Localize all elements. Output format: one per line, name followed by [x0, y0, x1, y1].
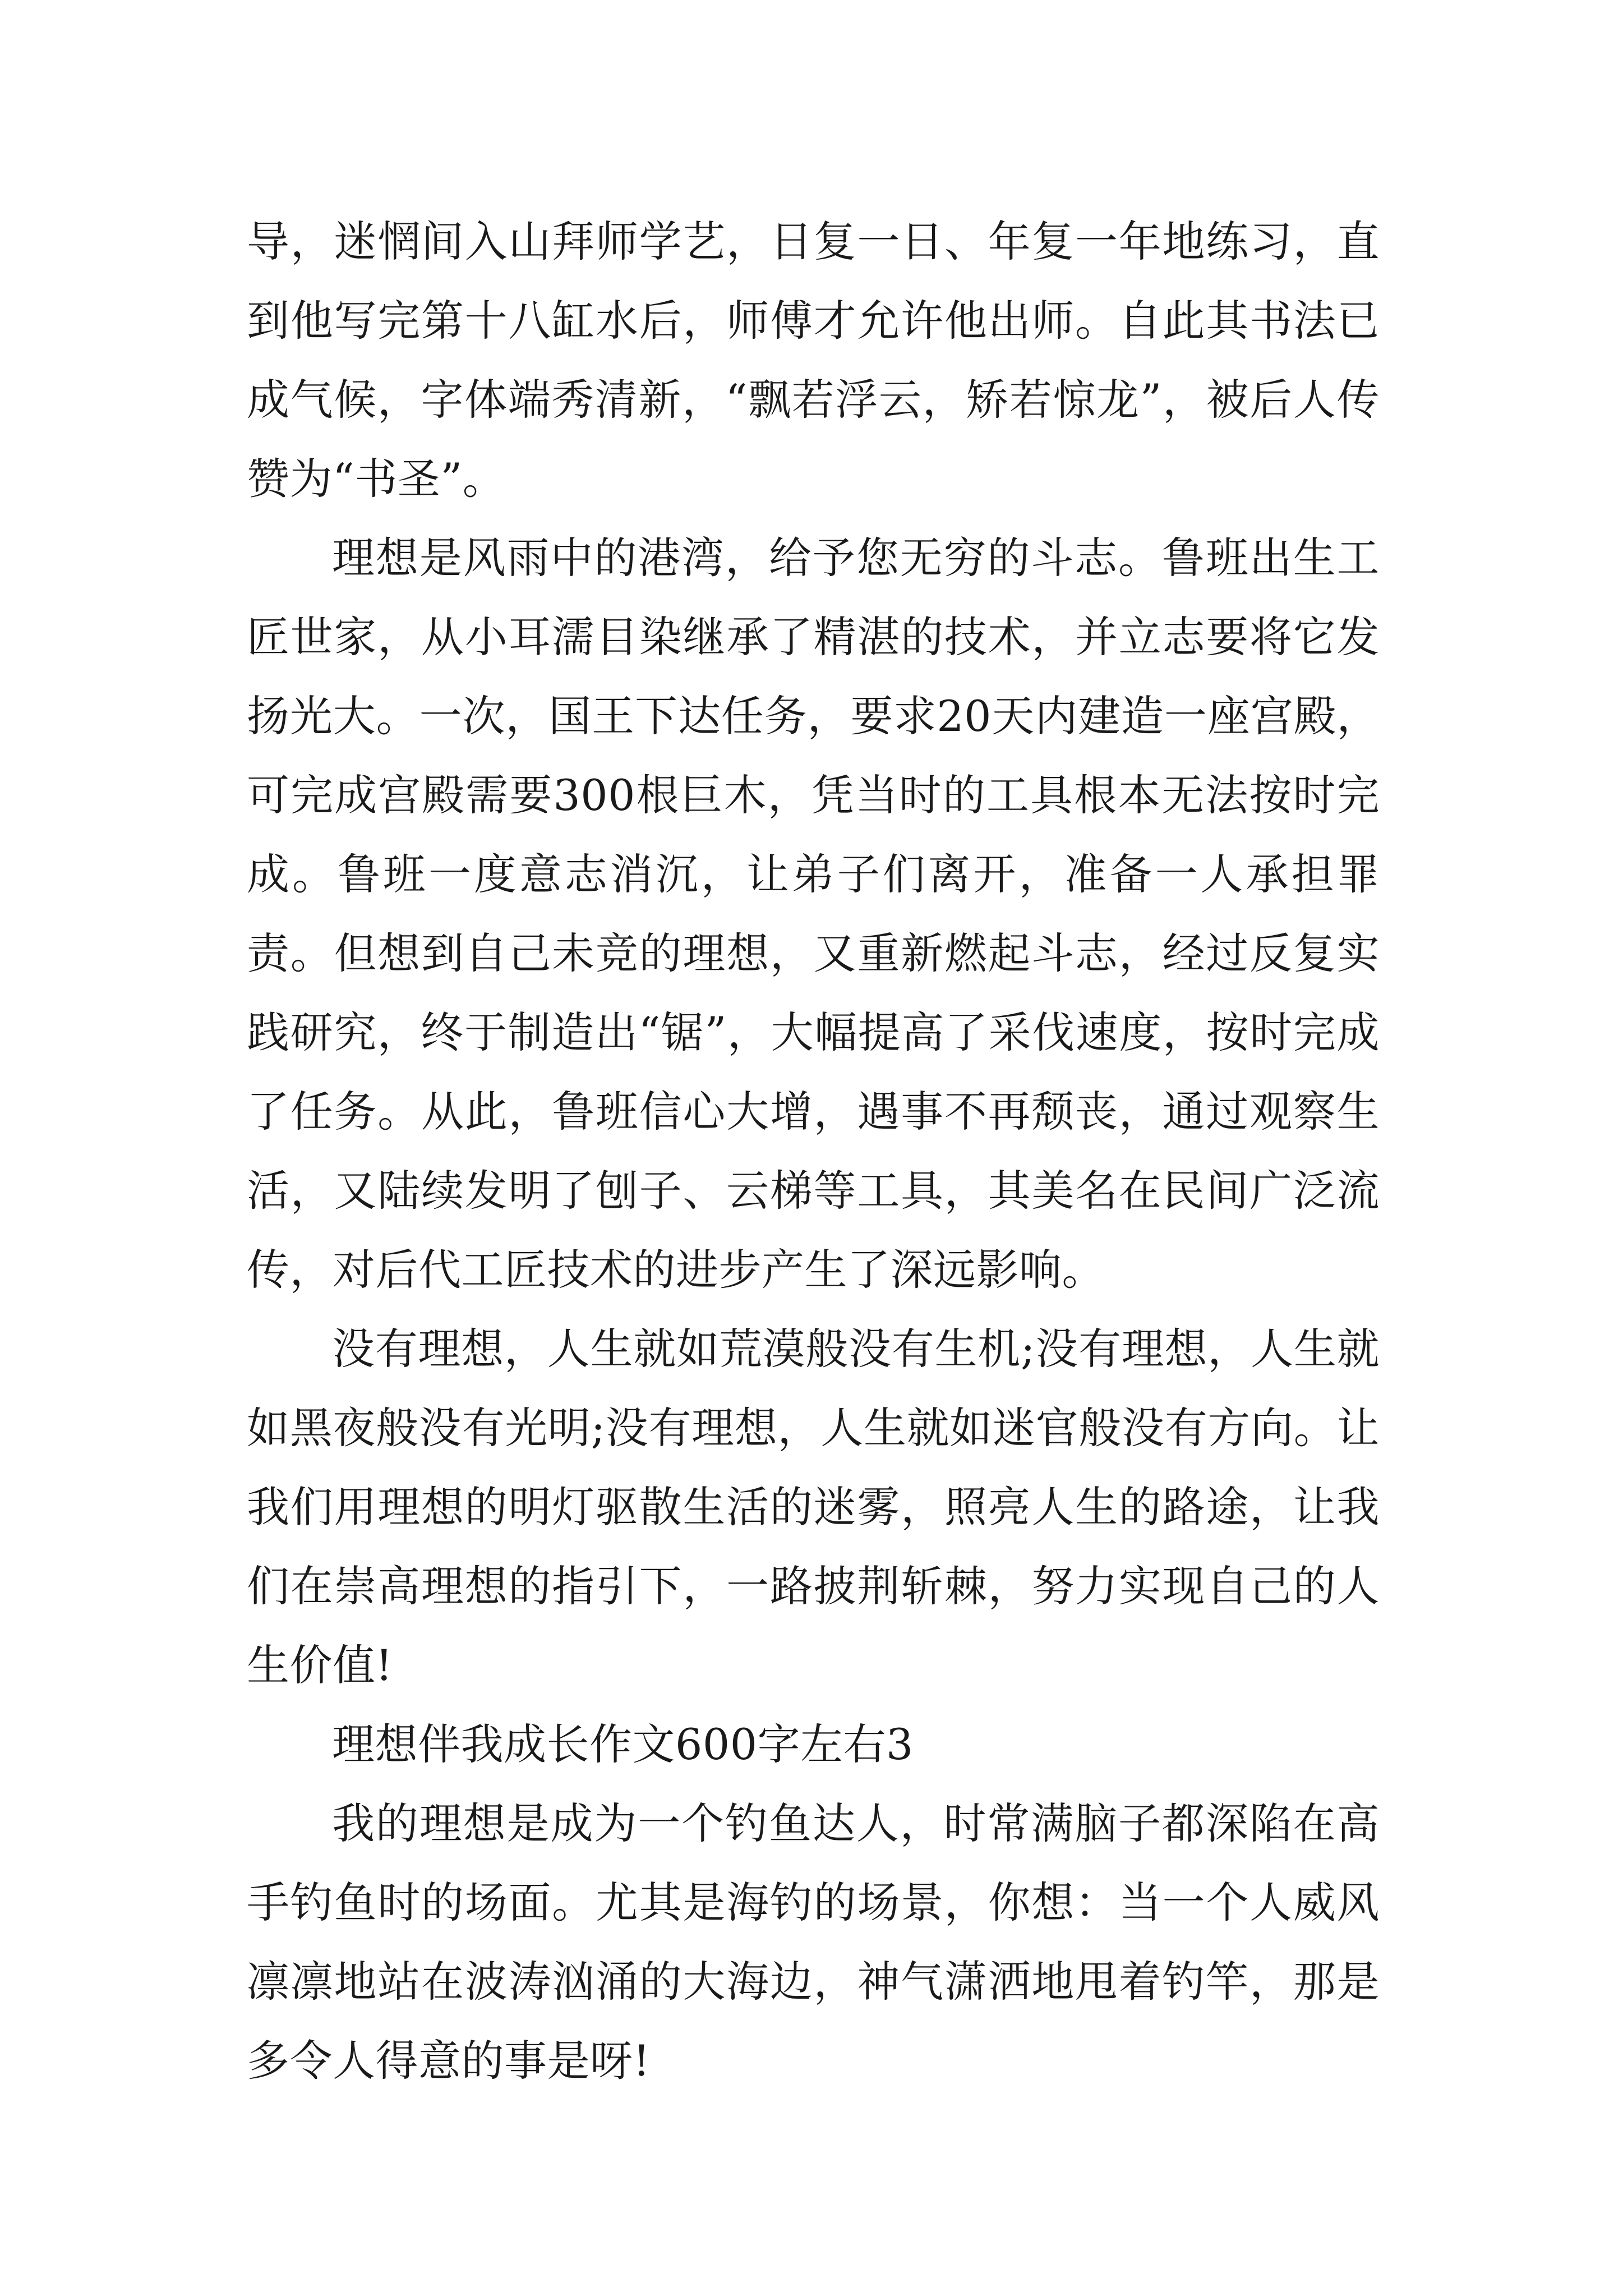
paragraph-luban: 理想是风雨中的港湾，给予您无穷的斗志。鲁班出生工匠世家，从小耳濡目染继承了精湛的技术，并立志要将它发扬光大。一次，国王下达任务，要求20天内建造一座宫殿，可完成宫殿需要300根巨木，凭当时的工具根本无法按时完成。鲁班一度意志消沉，让弟子们离开，准备一人承担罪责。但想到自己未竞的理想，又重新燃起斗志，经过反复实践研究，终于制造出“锯”，大幅提高了采伐速度，按时完成了任务。从此，鲁班信心大增，遇事不再颓丧，通过观察生活，又陆续发明了刨子、云梯等工具，其美名在民间广泛流传，对后代工匠技术的进步产生了深远影响。 [247, 533, 1380, 1295]
document-body [247, 202, 1380, 2100]
paragraph-fishing: 我的理想是成为一个钓鱼达人，时常满脑子都深陷在高手钓鱼时的场面。尤其是海钓的场景，你想：当一个人威风凛凛地站在波涛汹涌的大海边，神气潇洒地甩着钓竿，那是多令人得意的事是呀! [247, 1798, 1380, 2086]
paragraph-continuation: 导，迷惘间入山拜师学艺，日复一日、年复一年地练习，直到他写完第十八缸水后，师傅才允许他出师。自此其书法已成气候，字体端秀清新，“飘若浮云，矫若惊龙”，被后人传赞为“书圣”。 [247, 217, 1380, 504]
essay-heading: 理想伴我成长作文600字左右3 [332, 1719, 914, 1769]
paragraph-conclusion: 没有理想，人生就如荒漠般没有生机;没有理想，人生就如黑夜般没有光明;没有理想，人生就如迷官般没有方向。让我们用理想的明灯驱散生活的迷雾，照亮人生的路途，让我们在崇高理想的指引下，一路披荆斩棘，努力实现自己的人生价值! [247, 1324, 1380, 1690]
